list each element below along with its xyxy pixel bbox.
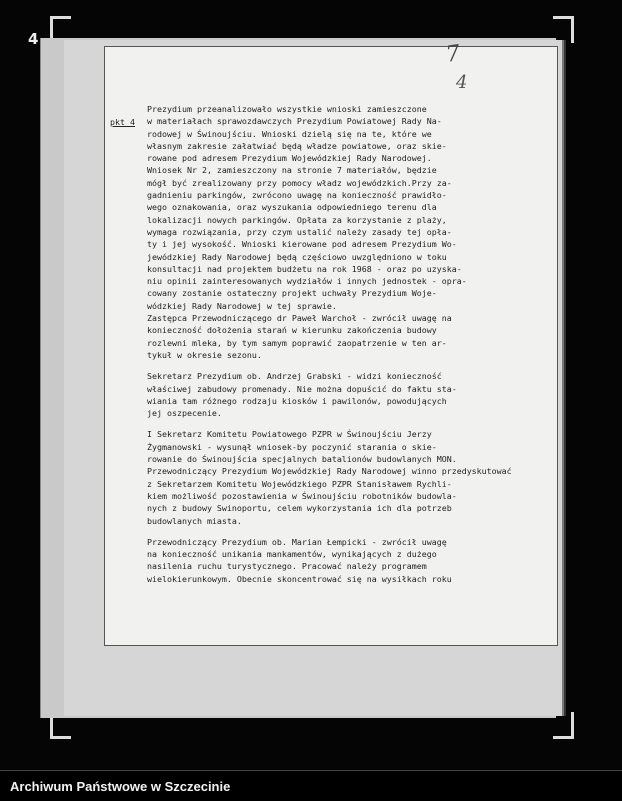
handwritten-page-number-secondary: 4 xyxy=(456,72,468,93)
text-line: mógł być zrealizowany przy pomocy władz wojewódzkich.Przy za- xyxy=(147,177,452,188)
handwritten-page-number: 7 xyxy=(444,41,462,68)
text-line: gadnieniu parkingów, zwrócono uwagę na konieczność prawidło- xyxy=(147,190,447,201)
text-line: niu opinii zainteresowanych wydziałów i innych jednostek - opra- xyxy=(147,276,467,287)
text-line: nych z budowy Swinoportu, celem wykorzystania ich dla potrzeb xyxy=(147,503,452,514)
text-line: rozlewni mleka, by tym samym poprawić zaopatrzenie w ten ar- xyxy=(147,337,447,348)
text-line: rowane pod adresem Prezydium Wojewódzkiej Rady Narodowej. xyxy=(147,153,432,164)
text-line: kiem możliwość pozostawienia w Świnoujściu robotników budowla- xyxy=(147,490,457,501)
text-line: wielokierunkowym. Obecnie skoncentrować się na wysiłkach roku xyxy=(147,573,452,584)
paragraph xyxy=(147,370,501,419)
text-line: właściwej zabudowy promenady. Nie można dopuścić do faktu sta- xyxy=(147,383,457,394)
text-line: Zastępca Przewodniczącego dr Paweł Warchoł - zwrócił uwagę na xyxy=(147,313,452,324)
text-line: budowlanych miasta. xyxy=(147,515,242,526)
text-line: lokalizacji nowych parkingów. Opłata za korzystanie z plaży, xyxy=(147,214,447,225)
text-line: Wniosek Nr 2, zamieszczony na stronie 7 materiałów, będzie xyxy=(147,165,437,176)
text-line: konsultacji nad projektem budżetu na rok 1968 - oraz po uzyska- xyxy=(147,263,462,274)
text-line: cowany zostanie ostateczny projekt uchwały Prezydium Woje- xyxy=(147,288,437,299)
text-line: jewódzkiej Rady Narodowej będą częściowo uwzględniono w toku xyxy=(147,251,447,262)
text-line: jej oszpecenie. xyxy=(147,408,222,419)
text-line: rowanie do Świnoujścia specjalnych batalionów budowlanych MON. xyxy=(147,454,457,465)
paragraph xyxy=(147,536,501,585)
text-line: nasilenia ruchu turystycznego. Pracować należy programem xyxy=(147,561,427,572)
frame-corner-mark xyxy=(553,712,574,739)
document-body xyxy=(147,103,512,594)
archive-name: Archiwum Państwowe w Szczecinie xyxy=(10,779,231,794)
text-line: wymaga rozwiązania, przy czym ustalić należy zasady tej opła- xyxy=(147,226,452,237)
text-line: z Sekretarzem Komitetu Wojewódzkiego PZPR Stanisławem Rychli- xyxy=(147,478,452,489)
text-line: Żygmanowski - wysunął wniosek-by poczynić starania o skie- xyxy=(147,441,437,452)
frame-marker: 4 xyxy=(28,30,39,48)
text-line: własnym zakresie załatwiać będą władze powiatowe, oraz skie- xyxy=(147,140,447,151)
frame-corner-mark xyxy=(553,16,574,43)
point-label: pkt 4 xyxy=(110,117,135,127)
text-line: rodowej w Świnoujściu. Wnioski dzielą się na te, które we xyxy=(147,128,432,139)
text-line: w materiałach sprawozdawczych Prezydium Powiatowej Rady Na- xyxy=(147,116,442,127)
text-line: konieczność dołożenia starań w kierunku zakończenia budowy xyxy=(147,325,437,336)
text-line: wiania tam różnego rodzaju kiosków i pawilonów, powodujących xyxy=(147,395,447,406)
archive-footer-bar xyxy=(0,770,622,801)
text-line: wego oznakowania, oraz wyszukania odpowiedniego terenu dla xyxy=(147,202,437,213)
text-line: Przewodniczący Prezydium Wojewódzkiej Rady Narodowej winno przedyskutować xyxy=(147,466,512,477)
text-line: na konieczność unikania mankamentów, wynikających z dużego xyxy=(147,549,437,560)
text-line: I Sekretarz Komitetu Powiatowego PZPR w Świnoujściu Jerzy xyxy=(147,429,432,440)
text-line: Prezydium przeanalizowało wszystkie wnioski zamieszczone xyxy=(147,104,427,114)
text-line: Sekretarz Prezydium ob. Andrzej Grabski - widzi konieczność xyxy=(147,371,442,382)
text-line: ty i jej wysokość. Wnioski kierowane pod adresem Prezydium Wo- xyxy=(147,239,457,250)
text-line: Przewodniczący Prezydium ob. Marian Łempicki - zwrócił uwagę xyxy=(147,536,447,547)
text-line: wódzkiej Rady Narodowej w tej sprawie. xyxy=(147,300,337,311)
paragraph xyxy=(147,103,501,361)
paragraph xyxy=(147,428,512,526)
text-line: tykuł w okresie sezonu. xyxy=(147,349,262,360)
